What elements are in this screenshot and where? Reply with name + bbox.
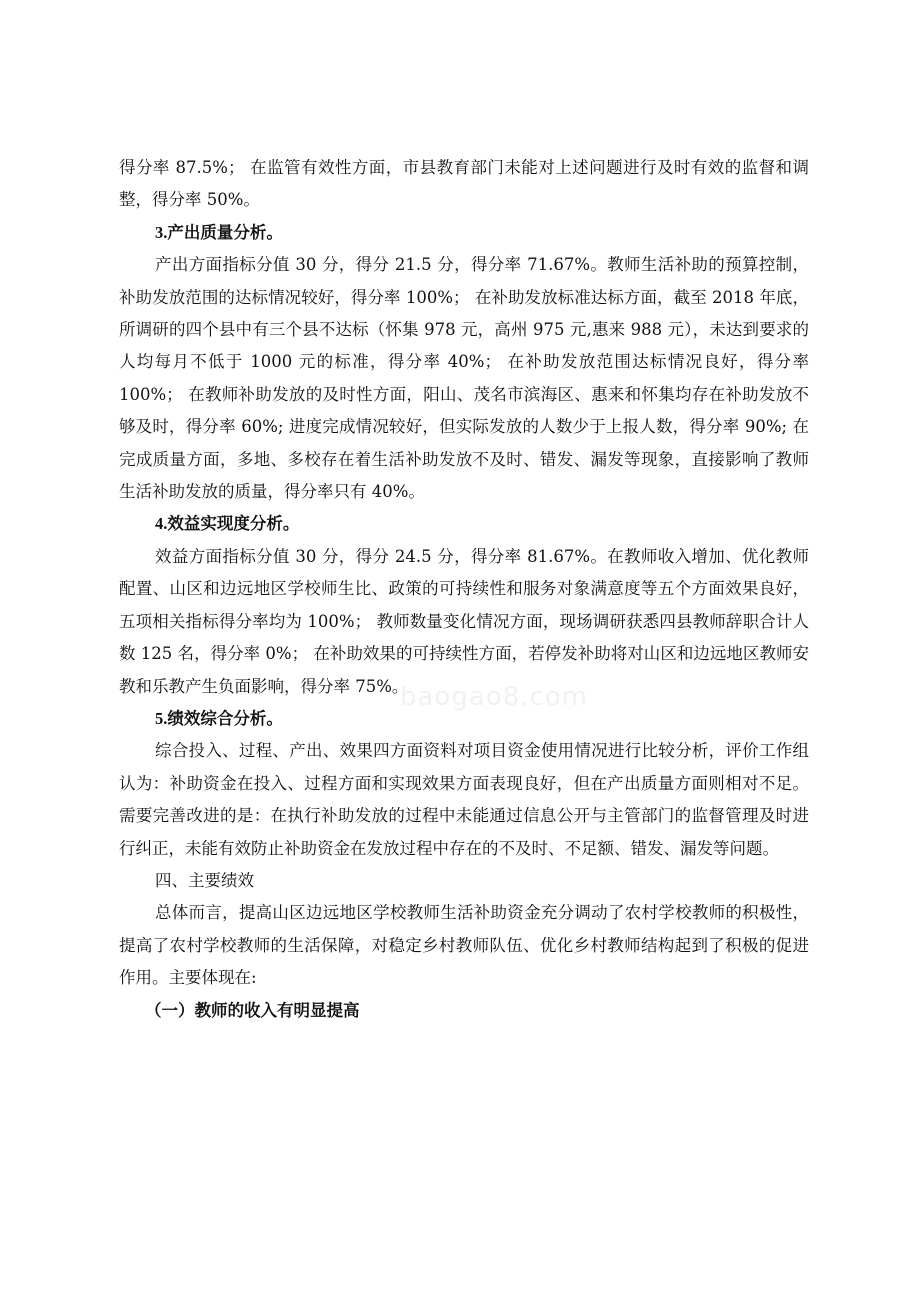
section-title: 产出质量分析。 bbox=[167, 222, 283, 242]
section-title: 绩效综合分析。 bbox=[167, 708, 283, 728]
paragraph-output-quality: 产出方面指标分值 30 分，得分 21.5 分，得分率 71.67%。教师生活补助的预算控制，补助发放范围的达标情况较好，得分率 100%； 在补助发放标准达标方面，截至 2018 年底，所调研的四个县中有三个县不达标（怀集 978 元，高州 975 元,惠来 988 元），未达到要求的人均每月不低于 1000 元的标准，得分率 40%； 在补助发放范围达标情况良好，得分率 100%； 在教师补助发放的及时性方面，阳山、茂名市滨海区、惠来和怀集均存在补助发放不够及时，得分率 60%; 进度完成情况较好，但实际发放的人数少于上报人数，得分率 90%; 在完成质量方面，多地、多校存在着生活补助发放不及时、错发、漏发等现象，直接影响了教师生活补助发放的质量，得分率只有 40%。 bbox=[119, 255, 809, 502]
section-heading-output-quality bbox=[119, 217, 809, 249]
section-heading-benefit bbox=[119, 508, 809, 540]
subsection-heading-income: （一）教师的收入有明显提高 bbox=[145, 1000, 360, 1020]
section-number: 5. bbox=[155, 708, 168, 728]
document-body bbox=[119, 152, 809, 1027]
section-number: 4. bbox=[155, 514, 168, 534]
chapter-heading-main-performance: 四、主要绩效 bbox=[155, 870, 254, 890]
watermark: baogao8.com bbox=[400, 682, 589, 712]
section-number: 3. bbox=[155, 222, 168, 242]
section-title: 效益实现度分析。 bbox=[167, 514, 300, 534]
paragraph-score-supervision: 得分率 87.5%； 在监管有效性方面，市县教育部门未能对上述问题进行及时有效的监督和调整，得分率 50%。 bbox=[119, 158, 809, 210]
paragraph-benefit: 效益方面指标分值 30 分，得分 24.5 分，得分率 81.67%。在教师收入增加、优化教师配置、山区和边远地区学校师生比、政策的可持续性和服务对象满意度等五个方面效果良好，五项相关指标得分率均为 100%； 教师数量变化情况方面，现场调研获悉四县教师辞职合计人数 125 名，得分率 0%； 在补助效果的可持续性方面，若停发补助将对山区和边远地区教师安教和乐教产生负面影响，得分率 75%。 bbox=[119, 546, 809, 696]
paragraph-overall: 总体而言，提高山区边远地区学校教师生活补助资金充分调动了农村学校教师的积极性，提高了农村学校教师的生活保障，对稳定乡村教师队伍、优化乡村教师结构起到了积极的促进作用。主要体现在: bbox=[119, 903, 809, 988]
paragraph-comprehensive: 综合投入、过程、产出、效果四方面资料对项目资金使用情况进行比较分析，评价工作组认为：补助资金在投入、过程方面和实现效果方面表现良好，但在产出质量方面则相对不足。需要完善改进的是：在执行补助发放的过程中未能通过信息公开与主管部门的监督管理及时进行纠正，未能有效防止补助资金在发放过程中存在的不及时、不足额、错发、漏发等问题。 bbox=[119, 741, 809, 858]
section-heading-comprehensive bbox=[119, 703, 809, 735]
